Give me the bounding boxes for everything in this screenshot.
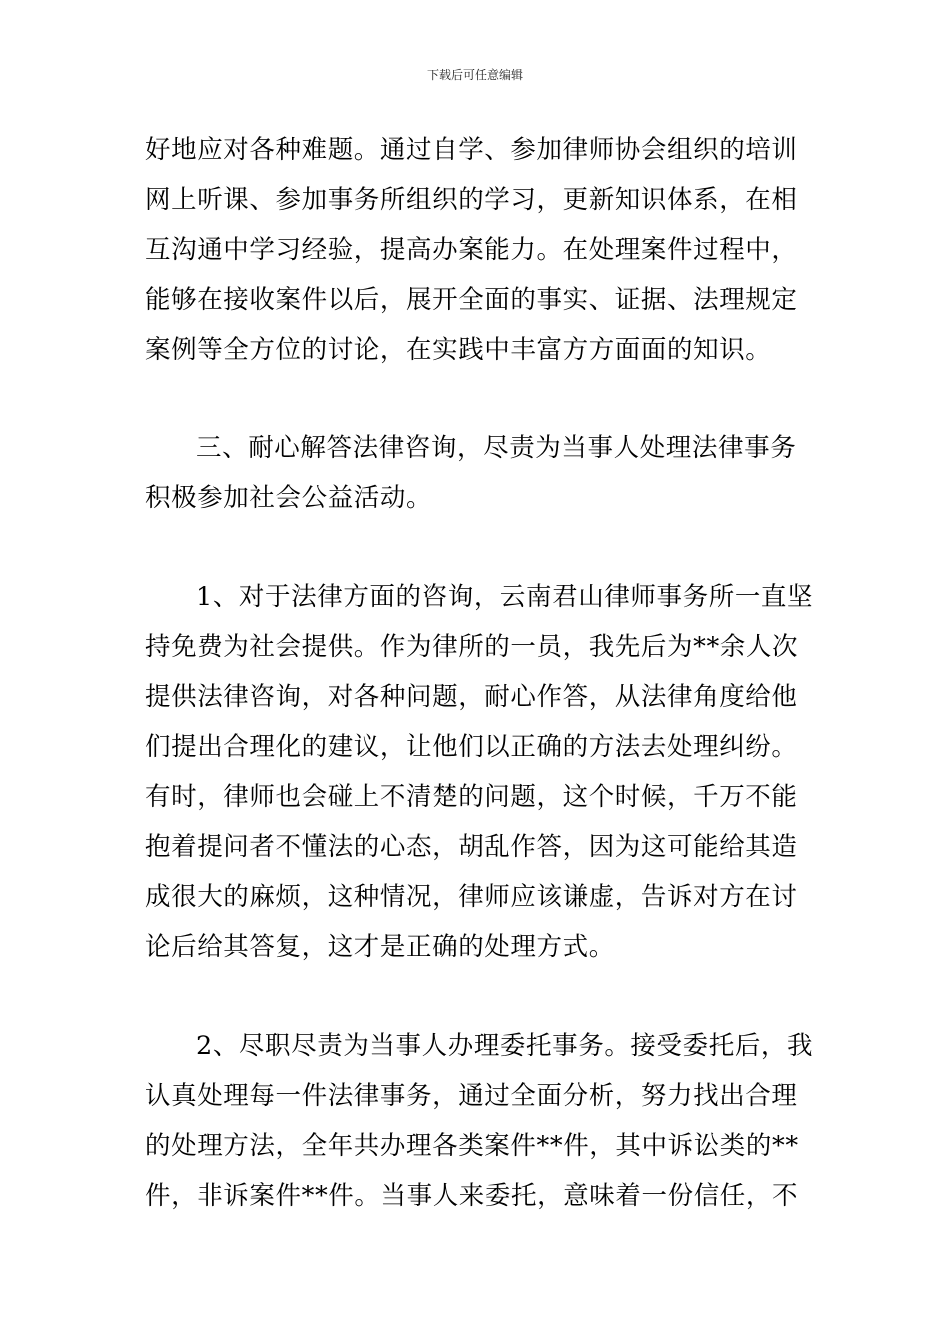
paragraph-line: 成很大的麻烦，这种情况，律师应该谦虚，告诉对方在讨 bbox=[145, 882, 798, 912]
paragraph-line: 们提出合理化的建议，让他们以正确的方法去处理纠纷。 bbox=[145, 732, 798, 762]
paragraph-line: 提供法律咨询，对各种问题，耐心作答，从法律角度给他 bbox=[145, 682, 798, 712]
paragraph-line: 1、对于法律方面的咨询，云南君山律师事务所一直坚 bbox=[196, 582, 814, 612]
section-heading-line: 三、耐心解答法律咨询，尽责为当事人处理法律事务 bbox=[196, 433, 797, 463]
paragraph-line: 案例等全方位的讨论，在实践中丰富方方面面的知识。 bbox=[145, 335, 772, 365]
paragraph-line: 网上听课、参加事务所组织的学习，更新知识体系，在相 bbox=[145, 185, 798, 215]
paragraph-line: 能够在接收案件以后，展开全面的事实、证据、法理规定 bbox=[145, 285, 798, 315]
paragraph-line: 论后给其答复，这才是正确的处理方式。 bbox=[145, 932, 615, 962]
section-heading-line: 积极参加社会公益活动。 bbox=[145, 483, 433, 513]
paragraph-line: 的处理方法，全年共办理各类案件**件，其中诉讼类的** bbox=[145, 1131, 799, 1161]
paragraph-line: 好地应对各种难题。通过自学、参加律师协会组织的培训 bbox=[145, 135, 798, 165]
paragraph-line: 有时，律师也会碰上不清楚的问题，这个时候，千万不能 bbox=[145, 782, 798, 812]
page-header: 下载后可任意编辑 bbox=[426, 68, 523, 82]
paragraph-line: 认真处理每一件法律事务，通过全面分析，努力找出合理 bbox=[145, 1081, 798, 1111]
paragraph-line: 件，非诉案件**件。当事人来委托，意味着一份信任，不 bbox=[145, 1181, 799, 1211]
paragraph-line: 2、尽职尽责为当事人办理委托事务。接受委托后，我 bbox=[196, 1031, 814, 1061]
paragraph-line: 持免费为社会提供。作为律所的一员，我先后为**余人次 bbox=[145, 632, 799, 662]
paragraph-line: 互沟通中学习经验，提高办案能力。在处理案件过程中， bbox=[145, 235, 798, 265]
paragraph-line: 抱着提问者不懂法的心态，胡乱作答，因为这可能给其造 bbox=[145, 832, 798, 862]
